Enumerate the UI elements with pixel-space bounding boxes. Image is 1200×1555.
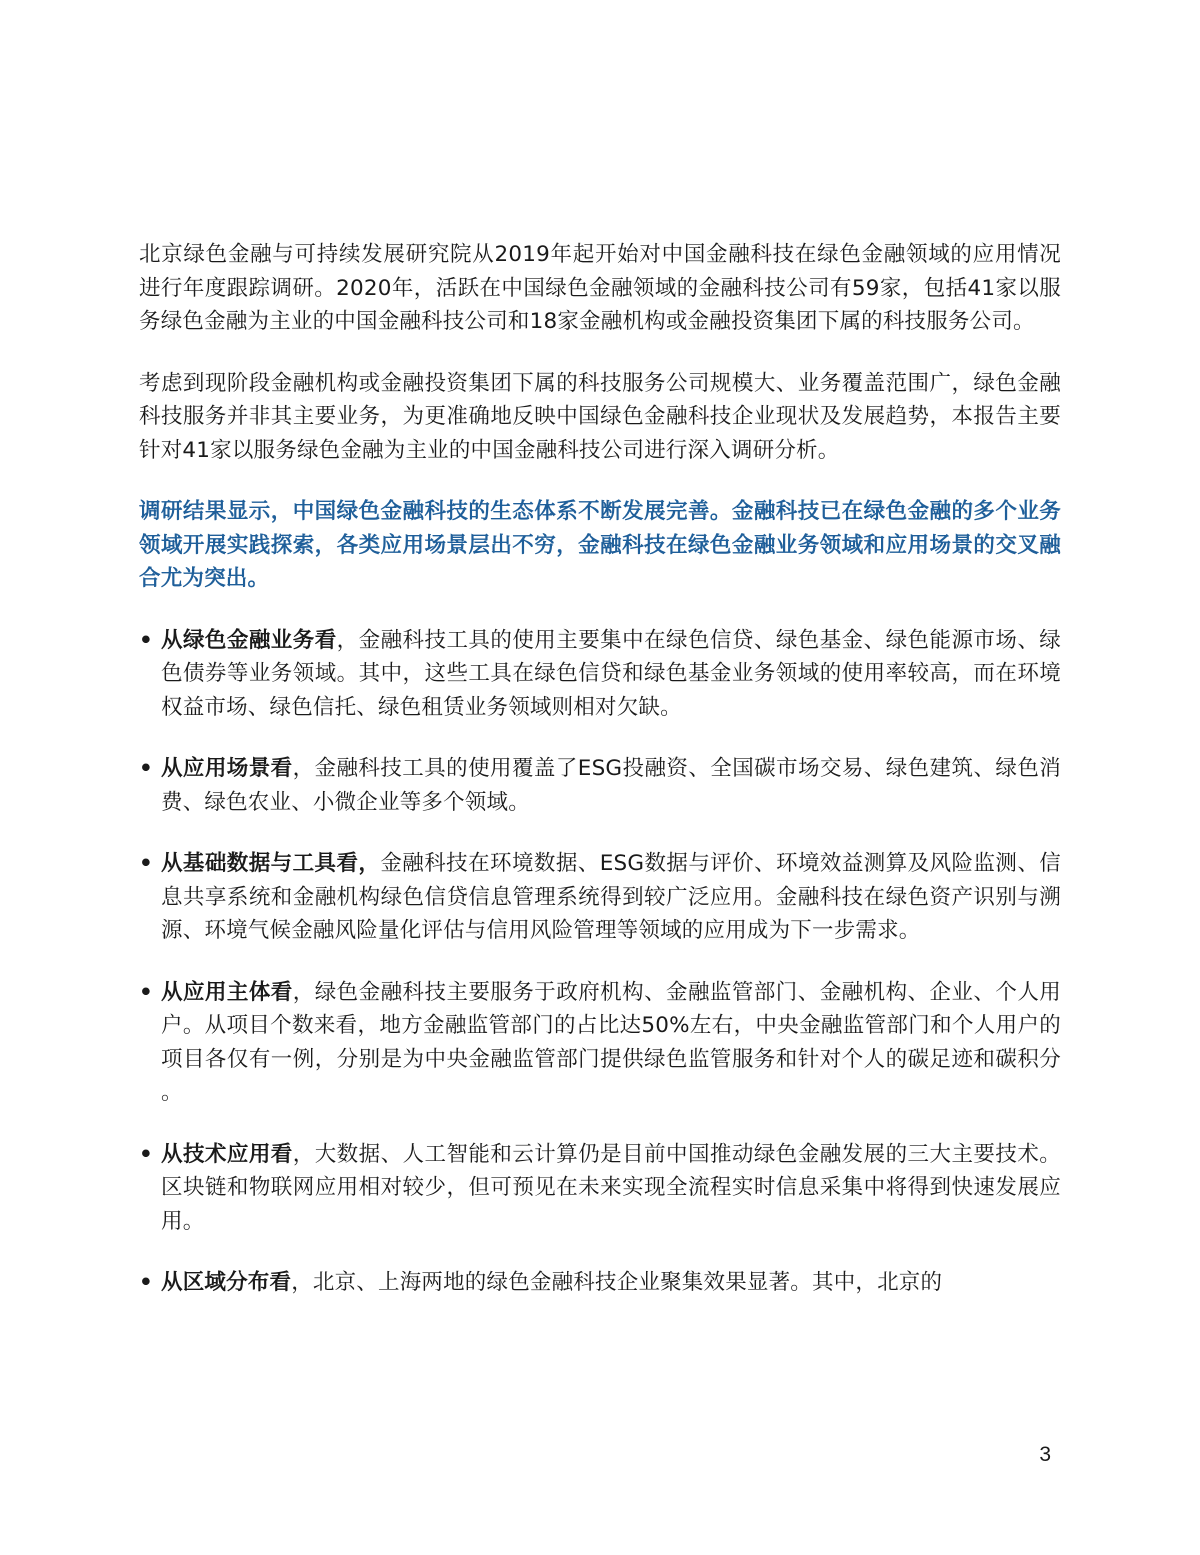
bullet-icon: •: [139, 851, 153, 876]
intro-paragraph: 北京绿色金融与可持续发展研究院从2019年起开始对中国金融科技在绿色金融领域的应用情况进行年度跟踪调研。2020年，活跃在中国绿色金融领域的金融科技公司有59家，包括41家以服务绿色金融为主业的中国金融科技公司和18家金融机构或金融投资集团下属的科技服务公司。: [139, 242, 1061, 334]
page-number: 3: [1039, 1443, 1051, 1466]
bullet-text: ，绿色金融科技主要服务于政府机构、金融监管部门、金融机构、企业、个人用户。从项目个数来看，地方金融监管部门的占比达50%左右，中央金融监管部门和个人用户的项目各仅有一例，分别是为中央金融监管部门提供绿色监管服务和针对个人的碳足迹和碳积分 。: [161, 979, 1061, 1105]
bullet-lead: 从基础数据与工具看，: [161, 851, 381, 876]
bullet-lead: 从区域分布看: [161, 1270, 292, 1295]
bullet-text: 金融科技在环境数据、ESG数据与评价、环境效益测算及风险监测、信息共享系统和金融机构绿色信贷信息管理系统得到较广泛应用。金融科技在绿色资产识别与溯源、环境气候金融风险量化评估与信用风险管理等领域的应用成为下一步需求。: [161, 851, 1061, 943]
list-item: [139, 624, 1061, 725]
bullet-text: ，金融科技工具的使用主要集中在绿色信贷、绿色基金、绿色能源市场、绿色债券等业务领域。其中，这些工具在绿色信贷和绿色基金业务领域的使用率较高，而在环境权益市场、绿色信托、绿色租赁业务领域则相对欠缺。: [161, 627, 1062, 720]
document-body: [139, 238, 1061, 1328]
bullet-icon: •: [139, 627, 153, 653]
bullet-text: ，金融科技工具的使用覆盖了ESG投融资、全国碳市场交易、绿色建筑、绿色消费、绿色农业、小微企业等多个领域。: [161, 756, 1061, 815]
bullet-lead: 从应用场景看: [161, 756, 293, 781]
findings-list: [139, 624, 1061, 1300]
bullet-lead: 从技术应用看: [161, 1141, 293, 1167]
bullet-text: ，北京、上海两地的绿色金融科技企业聚集效果显著。其中，北京的: [291, 1270, 943, 1295]
bullet-lead: 从应用主体看: [161, 979, 293, 1005]
key-findings-paragraph: 调研结果显示，中国绿色金融科技的生态体系不断发展完善。金融科技已在绿色金融的多个业务领域开展实践探索，各类应用场景层出不穷，金融科技在绿色金融业务领域和应用场景的交叉融合尤为突出。: [139, 499, 1061, 591]
bullet-text: ，大数据、人工智能和云计算仍是目前中国推动绿色金融发展的三大主要技术。区块链和物联网应用相对较少，但可预见在未来实现全流程实时信息采集中将得到快速发展应用。: [161, 1141, 1061, 1234]
bullet-icon: •: [139, 1270, 153, 1295]
list-item: [139, 1266, 1061, 1300]
bullet-icon: •: [139, 1141, 153, 1167]
list-item: [139, 1138, 1061, 1239]
scope-paragraph: 考虑到现阶段金融机构或金融投资集团下属的科技服务公司规模大、业务覆盖范围广，绿色金融科技服务并非其主要业务，为更准确地反映中国绿色金融科技企业现状及发展趋势，本报告主要针对41家以服务绿色金融为主业的中国金融科技公司进行深入调研分析。: [139, 370, 1061, 463]
list-item: [139, 976, 1061, 1110]
bullet-lead: 从绿色金融业务看: [161, 627, 337, 653]
bullet-icon: •: [139, 756, 153, 781]
list-item: [139, 847, 1061, 948]
bullet-icon: •: [139, 979, 153, 1005]
list-item: [139, 752, 1061, 819]
